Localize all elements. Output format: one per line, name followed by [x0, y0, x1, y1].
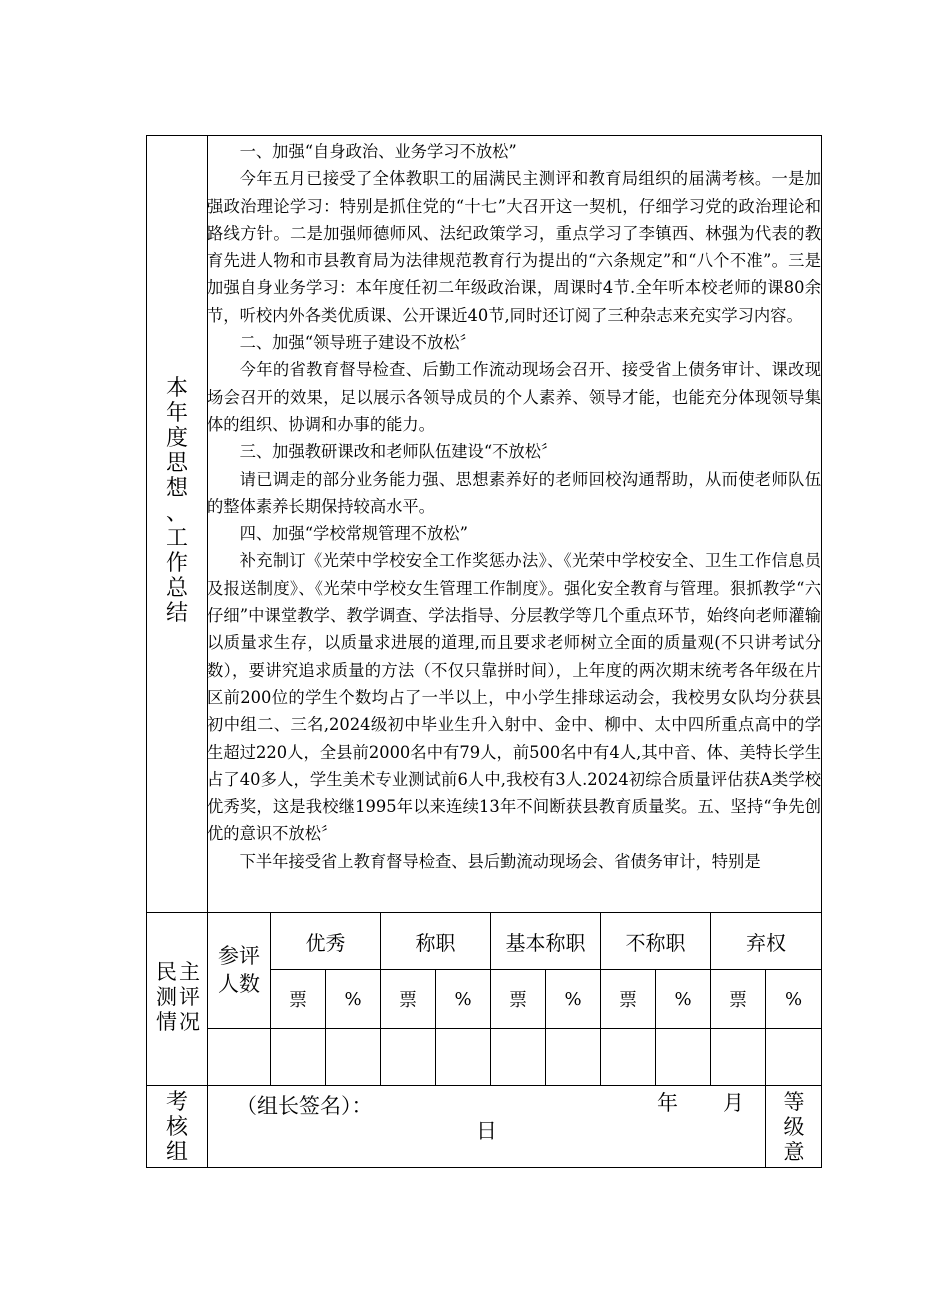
- percent-header: %: [454, 988, 472, 1010]
- day-label: 日: [476, 1119, 497, 1143]
- category-incompetent: 不称职: [625, 930, 686, 955]
- evaluation-side-col2: 主 评 况: [179, 960, 200, 1034]
- votes-header: 票: [289, 990, 307, 1011]
- signature-label: （组长签名）：: [236, 1094, 373, 1118]
- paragraph-5: 下半年接受省上教育督导检查、县后勤流动现场会、省债务审计，特别是: [239, 851, 761, 871]
- paragraph-1: 今年五月已接受了全体教职工的届满民主测评和教育局组织的届满考核。一是加强政治理论学习：特别是抓住党的“十七”大召开这一契机，仔细学习党的政治理论和路线方针。二是加强师德师风、法纪政策学习，重点学习了李镇西、林强为代表的教育先进人物和市县教育局为法律规范教育行为提出的“六条规定”和“八个不准”。三是加强自身业务学习：本年度任初二年级政治课，周课时4节.全年听本校老师的课80余节，听校内外各类优质课、公开课近40节,同时还订阅了三种杂志来充实学习内容。: [207, 169, 821, 325]
- votes-header: 票: [619, 990, 637, 1011]
- percent-header: %: [784, 988, 803, 1010]
- percent-header: %: [344, 988, 362, 1010]
- summary-text: [207, 138, 821, 875]
- paragraph-4: 补充制订《光荣中学校安全工作奖惩办法》、《光荣中学校安全、卫生工作信息员及报送制度》、《光荣中学校女生管理工作制度》。强化安全教育与管理。狠抓教学“六仔细”中课堂教学、教学调查、学法指导、分层教学等几个重点环节，始终向老师灌输以质量求生存，以质量求进展的道理,而且要求老师树立全面的质量观(不只讲考试分数），要讲究追求质量的方法（不仅只靠拼时间），上年度的两次期末统考各年级在片区前200位的学生个数均占了一半以上，中小学生排球运动会，我校男女队均分获县初中组二、三名,2024级初中毕业生升入射中、金中、柳中、太中四所重点高中的学生超过220人，全县前2000名中有79人，前500名中有4人,其中音、体、美特长学生占了40多人，学生美术专业测试前6人中,我校有3人.2024初综合质量评估获A类学校优秀奖，这是我校继1995年以来连续13年不间断获县教育质量奖。五、坚持“争先创优的意识不放松〞: [207, 551, 821, 844]
- review-side-label: 考 核 组: [165, 1090, 188, 1165]
- votes-header: 票: [399, 990, 417, 1011]
- votes-header: 票: [729, 990, 747, 1011]
- heading-4: 四、加强“学校常规管理不放松”: [239, 524, 468, 544]
- percent-header: %: [564, 988, 582, 1010]
- evaluation-side-col1: 民 测 情: [156, 960, 177, 1034]
- month-label: 月: [723, 1091, 744, 1115]
- votes-header: 票: [509, 990, 527, 1011]
- category-abstain: 弃权: [746, 930, 786, 955]
- heading-3: 三、加强教研课改和老师队伍建设“不放松〞: [239, 442, 558, 462]
- participant-count-label: 参评 人数: [218, 944, 260, 996]
- category-competent: 称职: [415, 930, 456, 955]
- paragraph-3: 请已调走的部分业务能力强、思想素养好的老师回校沟通帮助，从而使老师队伍的整体素养长期保持较高水平。: [207, 469, 821, 516]
- year-label: 年: [657, 1091, 678, 1115]
- heading-1: 一、加强“自身政治、业务学习不放松”: [239, 142, 517, 161]
- summary-side-label: 本 年 度 思 想 、 工 作 总 结: [165, 376, 188, 626]
- category-basically-competent: 基本称职: [505, 930, 586, 955]
- percent-header: %: [674, 988, 692, 1010]
- heading-2: 二、加强“领导班子建设不放松〞: [239, 333, 476, 353]
- paragraph-2: 今年的省教育督导检查、后勤工作流动现场会召开、接受省上债务审计、课改现场会召开的效果，足以展示各领导成员的个人素养、领导才能，也能充分体现领导集体的组织、协调和办事的能力。: [207, 360, 821, 434]
- grade-opinion-label: 等 级 意: [783, 1090, 805, 1164]
- evaluation-side-label: [150, 960, 206, 1035]
- category-excellent: 优秀: [305, 930, 346, 955]
